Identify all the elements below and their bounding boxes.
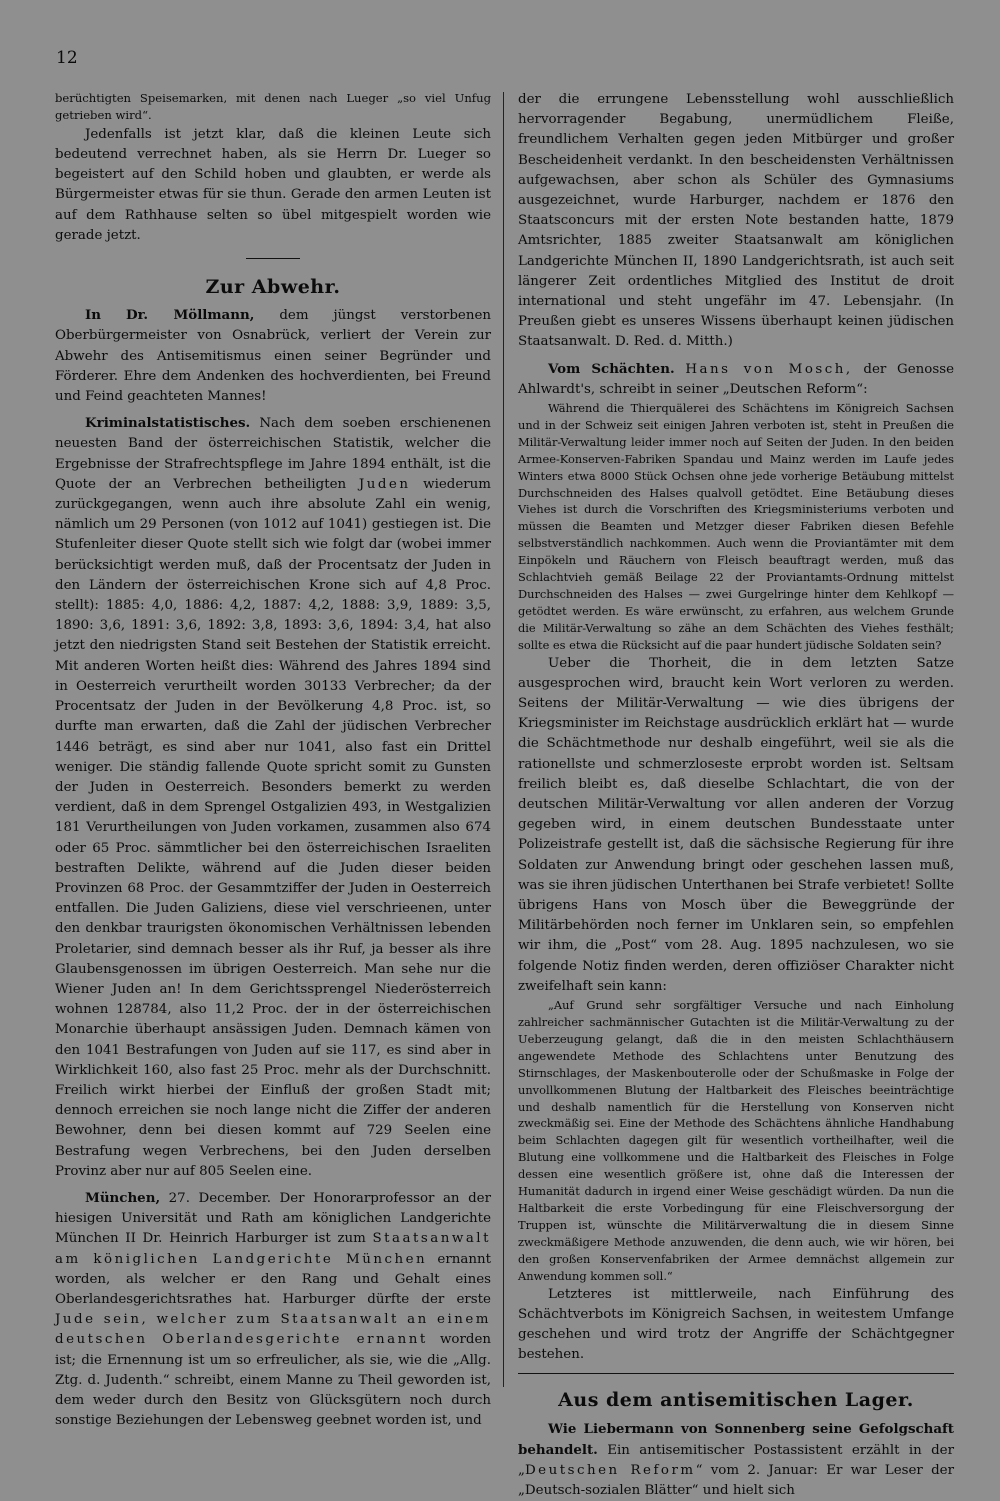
moellmann-text: dem jüngst verstorbenen Oberbürgermeister von Osnabrück, verliert der Verein zur Abwehr des Antisemitismus einen seiner Begründer und Förderer. Ehre dem Andenken des hochverdienten, bei Freund und Feind geachteten Mannes!: [55, 308, 491, 405]
paragraph-jedenfalls: Jedenfalls ist jetzt klar, daß die kleinen Leute sich bedeutend verrechnet haben, als sie Herrn Dr. Lueger so begeistert auf den Schild hoben und glaubten, er werde als Bürgermeister etwas für sie thun. Gerade den armen Leuten ist auf dem Rathhause selten so übel mitgespielt worden wie gerade jetzt.: [55, 126, 491, 243]
liebermann-spaced: Deutschen Reform: [524, 1462, 696, 1478]
paragraph-schaechten: [518, 359, 954, 400]
continued-paragraph-right: der die errungene Lebensstellung wohl ausschließlich hervorragender Begabung, unermüdlichem Fleiße, freundlichem Verhalten gegen jeden Mitbürger und großer Bescheidenheit verdankt. In den bescheidensten Verhältnissen aufgewachsen, aber schon als Schüler des Gymnasiums ausgezeichnet, wurde Harburger, nachdem er 1876 den Staatsconcurs mit der ersten Note bestanden hatte, 1879 Amtsrichter, 1885 zweiter Staatsanwalt am königlichen Landgerichte München II, 1890 Landgerichtsrath, ist auch seit längerer Zeit ordentliches Mitglied des Institut de droit international und steht ungefähr im 47. Lebensjahr. (In Preußen giebt es unseres Wissens überhaupt keinen jüdischen Staatsanwalt. D. Red. d. Mitth.): [518, 92, 954, 350]
column-divider: [503, 92, 504, 1387]
moellmann-prefix: In: [85, 307, 101, 324]
quote-mosch: Während die Thierquälerei des Schächtens im Königreich Sachsen und in der Schweiz seit einigen Jahren verboten ist, steht in Preußen die Militär-Verwaltung leider immer noch auf Seiten der Juden. In den beiden Armee-Konserven-Fabriken Spandau und Mainz werden im Laufe jedes Winters etwa 8000 Stück Ochsen ohne jede vorherige Betäubung mittelst Durchschneiden des Halses qualvoll getödtet. Eine Betäubung dieses Viehes ist durch die Vorschriften des Kriegsministeriums verboten und müssen die Beamten und Metzger dieser Fabriken diesen Befehle selbstverständlich nachkommen. Auch wenn die Proviantämter mit dem Einpökeln und Räuchern von Fleisch beauftragt werden, muß das Schlachtvieh gemäß Beilage 22 der Proviantamts-Ordnung mittelst Durchschneiden des Halses — zwei Gurgelringe hinter dem Kehlkopf — getödtet werden. Es wäre erwünscht, zu erfahren, aus welchem Grunde die Militär-Verwaltung so zähe an dem Schächten des Viehes festhält; sollte es etwa die Rücksicht auf die paar hundert jüdische Soldaten sein?: [518, 401, 954, 652]
krim-text-1: Nach dem soeben erschienenen neuesten Band der österreichischen Statistik, welcher die Ergebnisse der Strafrechtspflege im Jahre 1894 enthält, ist die Quote der an Verbrechen betheiligten: [55, 416, 491, 492]
paragraph-liebermann: [518, 1419, 954, 1501]
muenchen-text-2: ernannt worden, als welcher er den Rang und Gehalt eines Oberlandesgerichtsrathes hat. Harburger dürfte der erste: [55, 1251, 491, 1307]
muenchen-lead: München,: [85, 1189, 161, 1206]
paragraph-muenchen: [55, 1188, 491, 1431]
separator-rule: [246, 258, 300, 259]
paragraph-kriminalstatistik: [55, 413, 491, 1182]
liebermann-text-1: Ein antisemitischer Postassistent erzählt in der „: [518, 1442, 954, 1478]
right-column: [518, 90, 954, 1501]
quote-post: „Auf Grund sehr sorgfältiger Versuche und nach Einholung zahlreicher sachmännischer Gutachten ist die Militär-Verwaltung zu der Ueberzeugung gelangt, daß die in den meisten Schlachthäusern angewendete Methode des Schlachtens unter Benutzung des Stirnschlages, der Maskenbouterolle oder der Schußmaske in Folge der unvollkommenen Blutung der Haltbarkeit des Fleisches beeinträchtige und deshalb namentlich für die Herstellung von Konserven nicht zweckmäßig sei. Eine der Methode des Schächtens ähnliche Handhabung beim Schlachten dagegen gilt für wesentlich vortheilhafter, weil die Blutung eine vollkommene und die Haltbarkeit des Fleisches in Folge dessen eine wesentlich größere ist, ohne daß die Interessen der Humanität dadurch in irgend einer Weise geschädigt würden. Da nun die Haltbarkeit die erste Vorbedingung für eine Fleischversorgung der Truppen ist, wünschte die Militärverwaltung die in diesem Sinne zweckmäßigere Methode anzuwenden, die denn auch, wie wir hören, bei den großen Konservenfabriken der Armee demnächst allgemein zur Anwendung kommen soll.“: [518, 998, 954, 1283]
schaechten-text: der Genosse Ahlwardt's, schreibt in seiner „Deutschen Reform“:: [518, 361, 954, 397]
muenchen-text-3: worden ist; die Ernennung ist um so erfreulicher, als sie, wie die „Allg. Ztg. d. Judenth.“ schreibt, einem Manne zu Theil geworden ist, dem weder durch den Besitz von Glücksgütern noch durch sonstige Beziehungen der Lebensweg geebnet worden ist, und: [55, 1332, 491, 1429]
section-heading-lager: Aus dem antisemitischen Lager.: [558, 1389, 914, 1412]
krim-juden: Juden: [358, 476, 411, 492]
muenchen-spaced-2: Jude sein, welcher zum Staatsanwalt an einem deutschen Oberlandesgerichte ernannt: [55, 1312, 491, 1348]
schaechten-name: Hans von Mosch,: [685, 361, 853, 377]
liebermann-text-2: “ vom 2. Januar: Er war Leser der „Deutsch-sozialen Blätter“ und hielt sich: [518, 1462, 955, 1499]
moellmann-lead: Dr. Möllmann,: [125, 307, 255, 324]
muenchen-spaced-1: Staatsanwalt am königlichen Landgerichte München: [55, 1231, 491, 1267]
page-number: 12: [56, 48, 78, 68]
paragraph-letzteres: Letzteres ist mittlerweile, nach Einführung des Schächtverbots im Königreich Sachsen, in weitestem Umfange geschehen und wird trotz der Angriffe der Schächtgegner bestehen.: [518, 1286, 954, 1363]
paragraph-moellmann: [55, 305, 491, 407]
schaechten-lead: Vom Schächten.: [548, 360, 675, 377]
left-column: [55, 90, 491, 1431]
krim-text-2: wiederum zurückgegangen, wenn auch ihre absolute Zahl ein wenig, nämlich um 29 Personen (von 1012 auf 1041) gestiegen ist. Die Stufenleiter dieser Quote stellt sich wie folgt dar (wobei immer berücksichtigt werden muß, daß der Procentsatz der Juden in den Ländern der österreichischen Krone sich auf 4,8 Proc. stellt): 1885: 4,0, 1886: 4,2, 1887: 4,2, 1888: 3,9, 1889: 3,5, 1890: 3,6, 1891: 3,6, 1892: 3,8, 1893: 3,6, 1894: 3,4, hat also jetzt den niedrigsten Stand seit Bestehen der Statistik erreicht. Mit anderen Worten heißt dies: Während des Jahres 1894 sind in Oesterreich verurtheilt worden 30133 Verbrecher; da der Procentsatz der Juden in der Bevölkerung 4,8 Proc. ist, so durfte man erwarten, daß die Zahl der jüdischen Verbrecher 1446 beträgt, es sind aber nur 1041, also fast ein Drittel weniger. Die ständig fallende Quote spricht somit zu Gunsten der Juden in Oesterreich. Besonders bemerkt zu werden verdient, daß in dem Sprengel Ostgalizien 493, in Westgalizien 181 Verurtheilungen von Juden vorkamen, zusammen also 674 oder 65 Proc. sämmtlicher bei den österreichischen Israeliten bestraften Delikte, während auf die Juden dieser beiden Provinzen 68 Proc. der Gesammtziffer der Juden in Oesterreich entfallen. Die Juden Galiziens, diese viel verschrieenen, unter den denkbar traurigsten ökonomischen Verhältnissen lebenden Proletarier, sind demnach besser als ihr Ruf, ja besser als ihre Glaubensgenossen im übrigen Oesterreich. Man sehe nur die Wiener Juden an! In dem Gerichtssprengel Niederösterreich wohnen 128784, also 11,2 Proc. der in der österreichischen Monarchie überhaupt ansässigen Juden. Demnach kämen von den 1041 Bestrafungen von Juden auf sie 117, es sind aber in Wirklichkeit 160, also fast 25 Proc. mehr als der Durchschnitt. Freilich wirkt hierbei der Einfluß der großen Stadt mit; dennoch erreichen sie noch lange nicht die Ziffer der anderen Bewohner, denn bei diesen kommt auf 729 Seelen eine Bestrafung wegen Verbrechens, bei den Juden derselben Provinz aber nur auf 805 Seelen eine.: [55, 476, 491, 1179]
muenchen-text-1: 27. December. Der Honorarprofessor an der hiesigen Universität und Rath am königlichen Landgerichte München II Dr. Heinrich Harburger ist zum: [55, 1190, 491, 1247]
krim-lead: Kriminalstatistisches.: [85, 415, 251, 432]
continued-paragraph: berüchtigten Speisemarken, mit denen nach Lueger „so viel Unfug getrieben wird“.: [55, 91, 491, 123]
paragraph-ueber: Ueber die Thorheit, die in dem letzten Satze ausgesprochen wird, braucht kein Wort verloren zu werden. Seitens der Militär-Verwaltung — wie dies übrigens der Kriegsminister im Reichstage ausdrücklich erklärt hat — wurde die Schächtmethode nur deshalb eingeführt, weil sie als die rationellste und schmerzloseste erprobt worden ist. Seltsam freilich bleibt es, daß dieselbe Schlachtart, die von der deutschen Militär-Verwaltung vor allen anderen der Vorzug gegeben wird, in einem deutschen Bundesstaate unter Polizeistrafe gestellt ist, daß die sächsische Regierung für ihre Soldaten zur Anwendung bringt oder geschehen lassen muß, was sie ihren jüdischen Unterthanen bei Strafe verbietet! Sollte übrigens Hans von Mosch über die Beweggründe der Militärbehörden noch ferner im Unklaren sein, so empfehlen wir ihm, die „Post“ vom 28. Aug. 1895 nachzulesen, wo sie folgende Notiz finden werden, deren offiziöser Charakter nicht zweifelhaft sein kann:: [518, 655, 954, 994]
liebermann-lead: Wie Liebermann von Sonnenberg seine Gefolgschaft behandelt.: [518, 1420, 954, 1458]
section-heading-abwehr: Zur Abwehr.: [205, 276, 341, 299]
